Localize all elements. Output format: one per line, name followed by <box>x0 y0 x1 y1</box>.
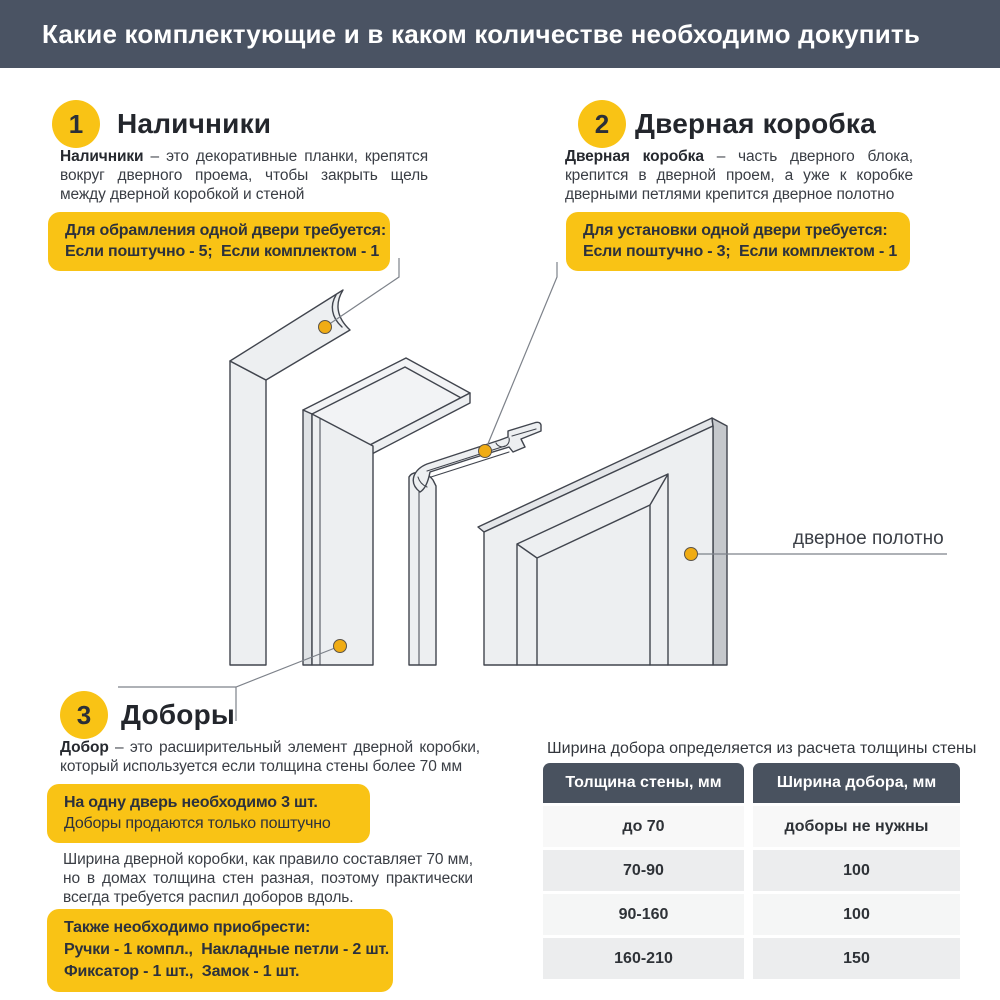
marker-dot-casing <box>319 321 332 334</box>
section-1-note-box <box>48 212 390 271</box>
section-2-lead: Дверная коробка <box>565 148 704 165</box>
section-1-lead: Наличники <box>60 148 144 165</box>
table-cell: 100 <box>753 850 960 891</box>
extensions-width-paragraph: Ширина дверной коробки, как правило составляет 70 мм, но в домах толщина стен разная, поэтому практически всегда требуется распил доборов вдоль. <box>63 851 473 906</box>
note-line: Для установки одной двери требуется: <box>583 222 888 239</box>
section-2-title: Дверная коробка <box>635 108 876 139</box>
section-1-paragraph: Наличники – это декоративные планки, крепятся вокруг дверного проема, чтобы закрыть щель между дверной коробкой и стеной <box>60 148 428 203</box>
section-2-badge <box>578 100 626 148</box>
section-1-title: Наличники <box>117 108 272 139</box>
frame-left-jamb-front-shape <box>312 414 373 665</box>
note-line: Для обрамления одной двери требуется: <box>65 222 386 239</box>
table-header-wall-thickness: Толщина стены, мм <box>543 763 744 803</box>
section-3-lead: Добор <box>60 739 109 756</box>
note-line: Доборы продаются только поштучно <box>64 815 331 832</box>
doorframe-jamb-shape <box>409 472 436 665</box>
table-cell: доборы не нужны <box>753 806 960 847</box>
table-caption: Ширина добора определяется из расчета толщины стены <box>547 740 977 757</box>
section-3-paragraph: Добор – это расширительный элемент дверной коробки, который используется если толщина стены более 70 мм <box>60 739 480 775</box>
table-cell: 160-210 <box>543 938 744 979</box>
casing-vertical-shape <box>230 361 266 665</box>
table-cell: 90-160 <box>543 894 744 935</box>
section-1-badge <box>52 100 100 148</box>
frame-lintel-front-shape <box>368 393 470 456</box>
leader-line-doorframe <box>485 262 557 451</box>
door-leaf-top-shape <box>478 418 713 532</box>
marker-dot-extensions <box>334 640 347 653</box>
note-line: Если поштучно - 3; Если комплектом - 1 <box>583 243 898 260</box>
marker-dot-doorframe <box>479 445 492 458</box>
casing-horizontal-shape <box>230 290 350 380</box>
note-line: На одну дверь необходимо 3 шт. <box>64 794 318 811</box>
note-line: Фиксатор - 1 шт., Замок - 1 шт. <box>64 963 300 980</box>
section-2-paragraph: Дверная коробка – часть дверного блока, крепится в дверной проем, а уже к коробке дверными петлями крепится дверное полотно <box>565 148 913 203</box>
section-2-number: 2 <box>594 108 610 139</box>
door-leaf-side-shape <box>712 418 727 665</box>
section-2-note-box <box>566 212 910 271</box>
section-3-number: 3 <box>76 699 92 730</box>
table-cell: 70-90 <box>543 850 744 891</box>
page-title: Какие комплектующие и в каком количестве необходимо докупить <box>42 18 921 49</box>
table-cell: до 70 <box>543 806 744 847</box>
door-leaf-front-shape <box>484 426 713 665</box>
header-bar <box>0 0 1000 68</box>
section-1-number: 1 <box>68 108 84 139</box>
section-3-badge <box>60 691 108 739</box>
section-3-note-box <box>47 784 370 843</box>
doorframe-lintel-shape <box>413 422 541 492</box>
table-cell: 150 <box>753 938 960 979</box>
extension-width-table <box>543 763 960 979</box>
frame-left-jamb-side-shape <box>303 410 312 665</box>
frame-lintel-top-shape <box>303 358 470 446</box>
door-leaf-label: дверное полотно <box>793 528 944 549</box>
table-header-extension-width: Ширина добора, мм <box>753 763 960 803</box>
note-line: Также необходимо приобрести: <box>64 919 311 936</box>
table-cell: 100 <box>753 894 960 935</box>
note-line: Если поштучно - 5; Если комплектом - 1 <box>65 243 380 260</box>
note-line: Ручки - 1 компл., Накладные петли - 2 шт. <box>64 941 389 958</box>
marker-dot-door-leaf <box>685 548 698 561</box>
section-3-title: Доборы <box>121 699 236 730</box>
also-buy-note-box <box>47 909 393 992</box>
